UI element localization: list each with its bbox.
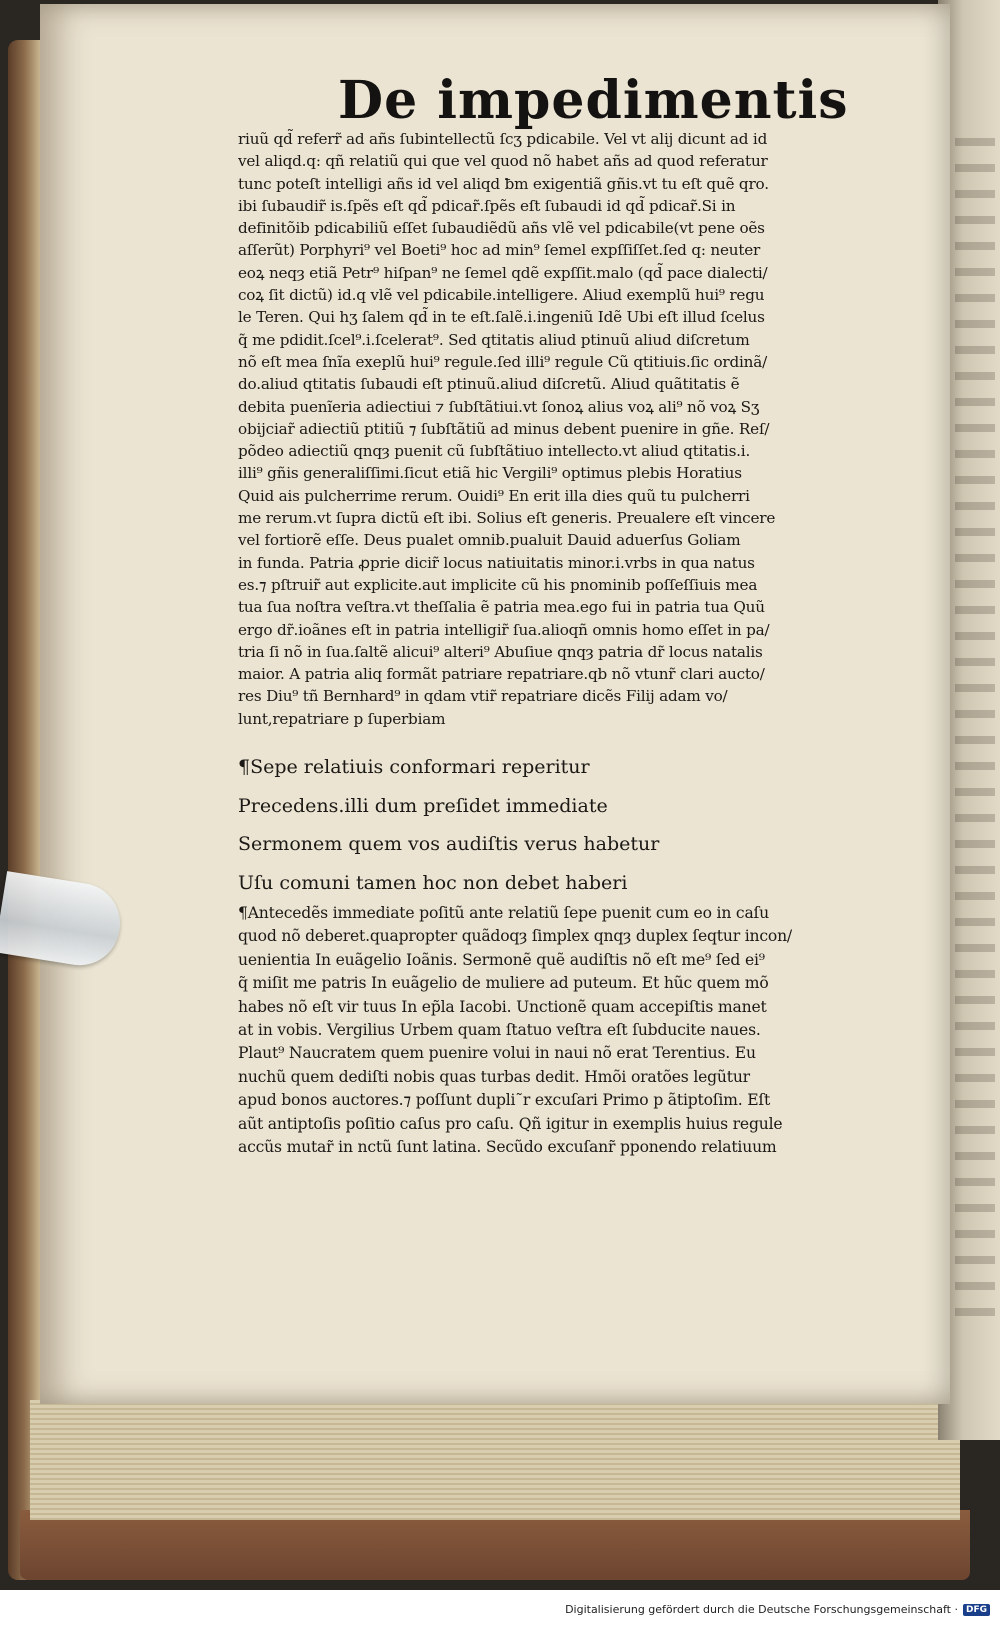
- text-line: ergo dr̃.ioãnes eſt in patria intelligir̃ ſua.alioqñ omnis homo eſſet in pa/: [238, 620, 770, 639]
- text-line: Uſu comuni tamen hoc non debet haberi: [238, 871, 628, 894]
- text-line: me rerum.vt ſupra dictũ eſt ibi. Solius eſt generis. Preualere eſt vincere: [238, 509, 776, 528]
- text-line: debita puenĩeria adiectiui ⁊ ſubſtãtiui.vt ſonoꝝ alius voꝝ ali⁹ nõ voꝝ Sʒ: [238, 397, 760, 416]
- text-line: aũt antiptoſis poſitio caſus pro caſu. Qñ igitur in exemplis huius regule: [238, 1114, 783, 1133]
- text-line: aſſerũt) Porphyri⁹ vel Boeti⁹ hoc ad min⁹ ſemel expſſiſſet.ſed q: neuter: [238, 241, 761, 260]
- text-line: vel aliqd.q: qñ relatiũ qui que vel quod nõ habet añs ad quod referatur: [238, 152, 768, 171]
- text-line: es.⁊ pſtruir̃ aut explicite.aut implicite cũ his pnominib poſſeſſiuis mea: [238, 575, 758, 594]
- text-line: Sermonem quem vos audiſtis verus habetur: [238, 833, 660, 855]
- facing-page-text: [955, 120, 995, 1320]
- text-line: q̃ me pdidit.ſcel⁹.i.ſcelerat⁹. Sed qtitatis aliud ptinuũ aliud diſcretum: [238, 330, 750, 349]
- text-line: põdeo adiectiũ qnqȝ puenit cũ ſubſtãtiuo intellecto.vt aliud qtitatis.i.: [238, 442, 751, 461]
- book-cover: [20, 1510, 970, 1580]
- text-line: tria ſi nõ in ſua.ſaltẽ alicui⁹ alteri⁹ Abuſiue qnqȝ patria dr̃ locus natalis: [238, 642, 763, 661]
- text-line: definitõib pdicabiliũ eſſet ſubaudiẽdũ añs vlẽ vel pdicabile(vt pene oẽs: [238, 219, 765, 238]
- page-title: De impedimentis: [338, 70, 849, 131]
- page-edges: [30, 1400, 960, 1520]
- text-line: tunc poteſt intelligi añs id vel aliqd ƀm exigentiã gñis.vt tu eſt quẽ qro.: [238, 174, 769, 193]
- footer-credit: [565, 1603, 990, 1616]
- paragraph-commentary: [238, 128, 838, 730]
- text-line: Quid ais pulcherrime rerum. Ouidi⁹ En erit illa dies quũ tu pulcherri: [238, 486, 750, 505]
- text-line: nõ eſt mea ſnĩa exeplũ hui⁹ regule.ſed illi⁹ regule Cũ qtitiuis.ſic ordinã/: [238, 352, 768, 371]
- text-line: q̃ miſit me patris In euãgelio de muliere ad puteum. Et hũc quem mõ: [238, 974, 769, 993]
- text-line: ¶Antecedẽs immediate poſitũ ante relatiũ ſepe puenit cum eo in caſu: [238, 904, 769, 922]
- text-line: quod nõ deberet.quapropter quãdoqȝ ſimplex qnqȝ duplex ſeqtur incon/: [238, 927, 792, 946]
- text-line: do.aliud qtitatis ſubaudi eſt ptinuũ.aliud diſcretũ. Aliud quãtitatis ẽ: [238, 375, 740, 394]
- text-line: in funda. Patria ꝓprie dicir̃ locus natiuitatis minor.i.vrbs in qua natus: [238, 553, 755, 572]
- text-line: riuũ qd̃ referr̃ ad añs ſubintellectũ ſcʒ pdicabile. Vel vt alij dicunt ad id: [238, 130, 768, 148]
- text-line: vel fortiorẽ eſſe. Deus pualet omnib.pualuit Dauid aduerſus Goliam: [238, 531, 741, 550]
- footer-credit-text: Digitalisierung gefördert durch die Deutsche Forschungsgemeinschaft ·: [565, 1603, 958, 1616]
- text-line: res Diu⁹ tñ Bernhard⁹ in qdam vtir̃ repatriare dicẽs Filij adam vo/: [238, 687, 728, 706]
- text-line: nuchũ quem dediſti nobis quas turbas dedit. Hmõi oratões legũtur: [238, 1067, 750, 1086]
- text-line: habes nõ eſt vir tuus In ep̃la Iacobi. Unctionẽ quam accepiſtis manet: [238, 997, 767, 1016]
- dfg-logo: DFG: [963, 1604, 990, 1616]
- text-line: tua ſua noſtra veſtra.vt theſſalia ẽ patria mea.ego fui in patria tua Quũ: [238, 598, 765, 617]
- text-line: maior. A patria aliq formãt patriare repatriare.qb nõ vtunr̃ clari aucto/: [238, 665, 765, 684]
- text-line: at in vobis. Vergilius Urbem quam ſtatuo veſtra eſt ſubducite naues.: [238, 1021, 761, 1040]
- text-line: apud bonos auctores.⁊ poſſunt dupli˜r excuſari Primo p ãtiptoſim. Eſt: [238, 1091, 771, 1110]
- text-line: Plaut⁹ Naucratem quem puenire volui in naui nõ erat Terentius. Eu: [238, 1044, 756, 1063]
- verse-rule: [238, 748, 838, 902]
- text-line: eoꝝ neqȝ etiã Petr⁹ hiſpan⁹ ne ſemel qdẽ expſſit.malo (qd̃ pace dialecti/: [238, 263, 768, 282]
- text-line: Precedens.illi dum preſidet immediate: [238, 794, 608, 817]
- text-line: obijciar̃ adiectiũ ptitiũ ⁊ ſubſtãtiũ ad minus debent puenire in gñe. Reſ/: [238, 419, 770, 438]
- text-line: uenientia In euãgelio Ioãnis. Sermonẽ quẽ audiſtis nõ eſt me⁹ ſed ei⁹: [238, 950, 765, 969]
- text-line: lunt,repatriare p ſuperbiam: [238, 709, 446, 728]
- text-line: illi⁹ gñis generaliſſimi.ſicut etiã hic Vergili⁹ optimus plebis Horatius: [238, 464, 742, 483]
- text-line: ibi ſubaudir̃ is.ſpẽs eſt qd̃ pdicar̃.ſpẽs eſt ſubaudi id qd̃ pdicar̃.Si in: [238, 196, 736, 215]
- text-line: ¶Sepe relatiuis conformari reperitur: [238, 756, 590, 778]
- text-line: coꝝ ſit dictũ) id.q vlẽ vel pdicabile.intelligere. Aliud exemplũ hui⁹ regu: [238, 286, 765, 305]
- text-line: accũs mutar̃ in nctũ ſunt latina. Secũdo excuſanr̃ pponendo relatiuum: [238, 1138, 777, 1157]
- text-line: le Teren. Qui hʒ ſalem qd̃ in te eſt.ſalẽ.i.ingeniũ Idẽ Ubi eſt illud ſcelus: [238, 308, 765, 327]
- paragraph-commentary-2: [238, 902, 838, 1159]
